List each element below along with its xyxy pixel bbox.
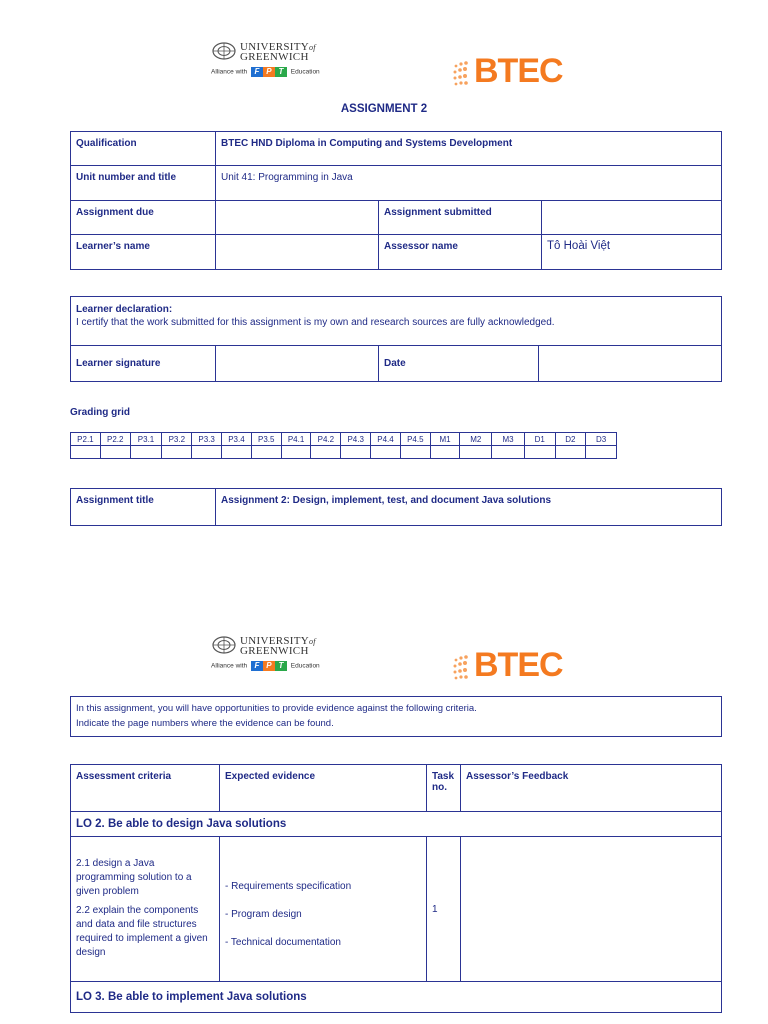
grading-grid-entry-row xyxy=(71,446,617,459)
grading-criterion-p3-2: P3.2 xyxy=(162,433,192,446)
grading-cell-p3-3[interactable] xyxy=(192,446,222,459)
grading-cell-m2[interactable] xyxy=(460,446,492,459)
header-assessment-criteria: Assessment criteria xyxy=(71,765,220,812)
grading-criterion-p4-1: P4.1 xyxy=(281,433,311,446)
date-label-cell: Date xyxy=(379,346,539,382)
grading-criterion-m2: M2 xyxy=(460,433,492,446)
learner-signature-label-cell: Learner signature xyxy=(71,346,216,382)
lo3-heading: LO 3. Be able to implement Java solutions xyxy=(71,982,722,1013)
grading-grid-table xyxy=(70,432,617,459)
btec-wordmark: BTEC xyxy=(474,52,563,90)
grading-criterion-p4-4: P4.4 xyxy=(371,433,401,446)
grading-cell-p4-1[interactable] xyxy=(281,446,311,459)
intro-line2: Indicate the page numbers where the evidence can be found. xyxy=(76,718,334,729)
grading-cell-d1[interactable] xyxy=(524,446,555,459)
grading-cell-p4-5[interactable] xyxy=(400,446,430,459)
grading-criterion-p3-5: P3.5 xyxy=(251,433,281,446)
declaration-text: I certify that the work submitted for this assignment is my own and research sources are fully acknowledged. xyxy=(76,317,555,328)
assignment-title-value-cell: Assignment 2: Design, implement, test, and document Java solutions xyxy=(216,489,722,526)
lo2-heading: LO 2. Be able to design Java solutions xyxy=(71,812,722,837)
btec-logo-page2 xyxy=(452,646,572,686)
fpt-logo: F P T xyxy=(251,67,287,77)
assessment-criteria-table xyxy=(70,764,722,1013)
grading-criterion-p3-3: P3.3 xyxy=(192,433,222,446)
grading-criterion-d3: D3 xyxy=(586,433,617,446)
fpt-logo: F P T xyxy=(251,661,287,671)
unit-label-cell: Unit number and title xyxy=(71,166,216,201)
grading-grid-label: Grading grid xyxy=(70,407,130,418)
assignment-due-value-cell[interactable] xyxy=(216,201,379,235)
intro-box xyxy=(70,696,722,737)
grading-cell-p3-2[interactable] xyxy=(162,446,192,459)
assignment-due-label-cell: Assignment due xyxy=(71,201,216,235)
qualification-label-cell: Qualification xyxy=(71,132,216,166)
lo2-feedback-cell[interactable] xyxy=(461,837,722,982)
learner-signature-value-cell[interactable] xyxy=(216,346,379,382)
evidence-item: - Requirements specification xyxy=(225,881,352,892)
grading-cell-d3[interactable] xyxy=(586,446,617,459)
criterion-2-2: 2.2 explain the components and data and file structures required to implement a given design xyxy=(76,905,208,958)
grading-cell-m3[interactable] xyxy=(492,446,525,459)
grading-criterion-m1: M1 xyxy=(430,433,460,446)
grading-cell-p3-1[interactable] xyxy=(130,446,162,459)
learner-declaration-table xyxy=(70,296,722,382)
grading-criterion-p3-4: P3.4 xyxy=(222,433,252,446)
grading-cell-m1[interactable] xyxy=(430,446,460,459)
qualification-value-cell: BTEC HND Diploma in Computing and Systems Development xyxy=(216,132,722,166)
btec-logo xyxy=(452,52,572,92)
header-assessor-feedback: Assessor’s Feedback xyxy=(461,765,722,812)
grading-criterion-p2-1: P2.1 xyxy=(71,433,101,446)
grading-cell-p4-3[interactable] xyxy=(341,446,371,459)
grading-cell-p2-2[interactable] xyxy=(100,446,130,459)
declaration-cell xyxy=(71,297,722,346)
alliance-line: Alliance with F P T Education xyxy=(211,661,320,670)
assignment-title-label-cell: Assignment title xyxy=(71,489,216,526)
grading-criterion-m3: M3 xyxy=(492,433,525,446)
assignment-submitted-label-cell: Assignment submitted xyxy=(379,201,542,235)
assignment-heading: ASSIGNMENT 2 xyxy=(340,103,428,115)
assessor-name-value-cell: Tô Hoài Việt xyxy=(542,235,722,270)
grading-cell-p4-2[interactable] xyxy=(311,446,341,459)
date-value-cell[interactable] xyxy=(539,346,722,382)
intro-cell xyxy=(71,697,722,737)
greenwich-crest-icon xyxy=(212,42,236,60)
learner-name-value-cell[interactable] xyxy=(216,235,379,270)
grading-cell-p4-4[interactable] xyxy=(371,446,401,459)
greenwich-crest-icon xyxy=(212,636,236,654)
grading-cell-d2[interactable] xyxy=(555,446,586,459)
assignment-info-table xyxy=(70,131,722,270)
grading-criterion-p3-1: P3.1 xyxy=(130,433,162,446)
criterion-2-1: 2.1 design a Java programming solution to a given problem xyxy=(76,858,192,897)
btec-wordmark: BTEC xyxy=(474,646,563,684)
university-of-greenwich-logo-page2 xyxy=(210,634,340,676)
declaration-title: Learner declaration: xyxy=(76,304,173,315)
grading-cell-p2-1[interactable] xyxy=(71,446,101,459)
grading-cell-p3-5[interactable] xyxy=(251,446,281,459)
evidence-item: - Technical documentation xyxy=(225,937,341,948)
grading-criterion-p4-2: P4.2 xyxy=(311,433,341,446)
grading-criterion-p4-5: P4.5 xyxy=(400,433,430,446)
grading-criterion-p2-2: P2.2 xyxy=(100,433,130,446)
header-expected-evidence: Expected evidence xyxy=(220,765,427,812)
header-task-no: Task no. xyxy=(427,765,461,812)
lo2-criteria-cell xyxy=(71,837,220,982)
university-name-line1: UNIVERSITYof xyxy=(240,635,316,647)
assignment-submitted-value-cell[interactable] xyxy=(542,201,722,235)
university-of-greenwich-logo xyxy=(210,40,340,82)
assignment-title-table xyxy=(70,488,722,526)
learner-name-label-cell: Learner’s name xyxy=(71,235,216,270)
grading-grid-header-row xyxy=(71,433,617,446)
grading-criterion-d1: D1 xyxy=(524,433,555,446)
grading-cell-p3-4[interactable] xyxy=(222,446,252,459)
grading-criterion-d2: D2 xyxy=(555,433,586,446)
lo2-evidence-cell xyxy=(220,837,427,982)
evidence-item: - Program design xyxy=(225,909,302,920)
alliance-line: Alliance with F P T Education xyxy=(211,67,320,76)
grading-criterion-p4-3: P4.3 xyxy=(341,433,371,446)
university-name-line1: UNIVERSITYof xyxy=(240,41,316,53)
university-name-line2: GREENWICH xyxy=(240,51,309,63)
lo2-task-cell: 1 xyxy=(427,837,461,982)
intro-line1: In this assignment, you will have opportunities to provide evidence against the following criteria. xyxy=(76,703,477,714)
assessor-name-label-cell: Assessor name xyxy=(379,235,542,270)
university-name-line2: GREENWICH xyxy=(240,645,309,657)
unit-value-cell: Unit 41: Programming in Java xyxy=(216,166,722,201)
